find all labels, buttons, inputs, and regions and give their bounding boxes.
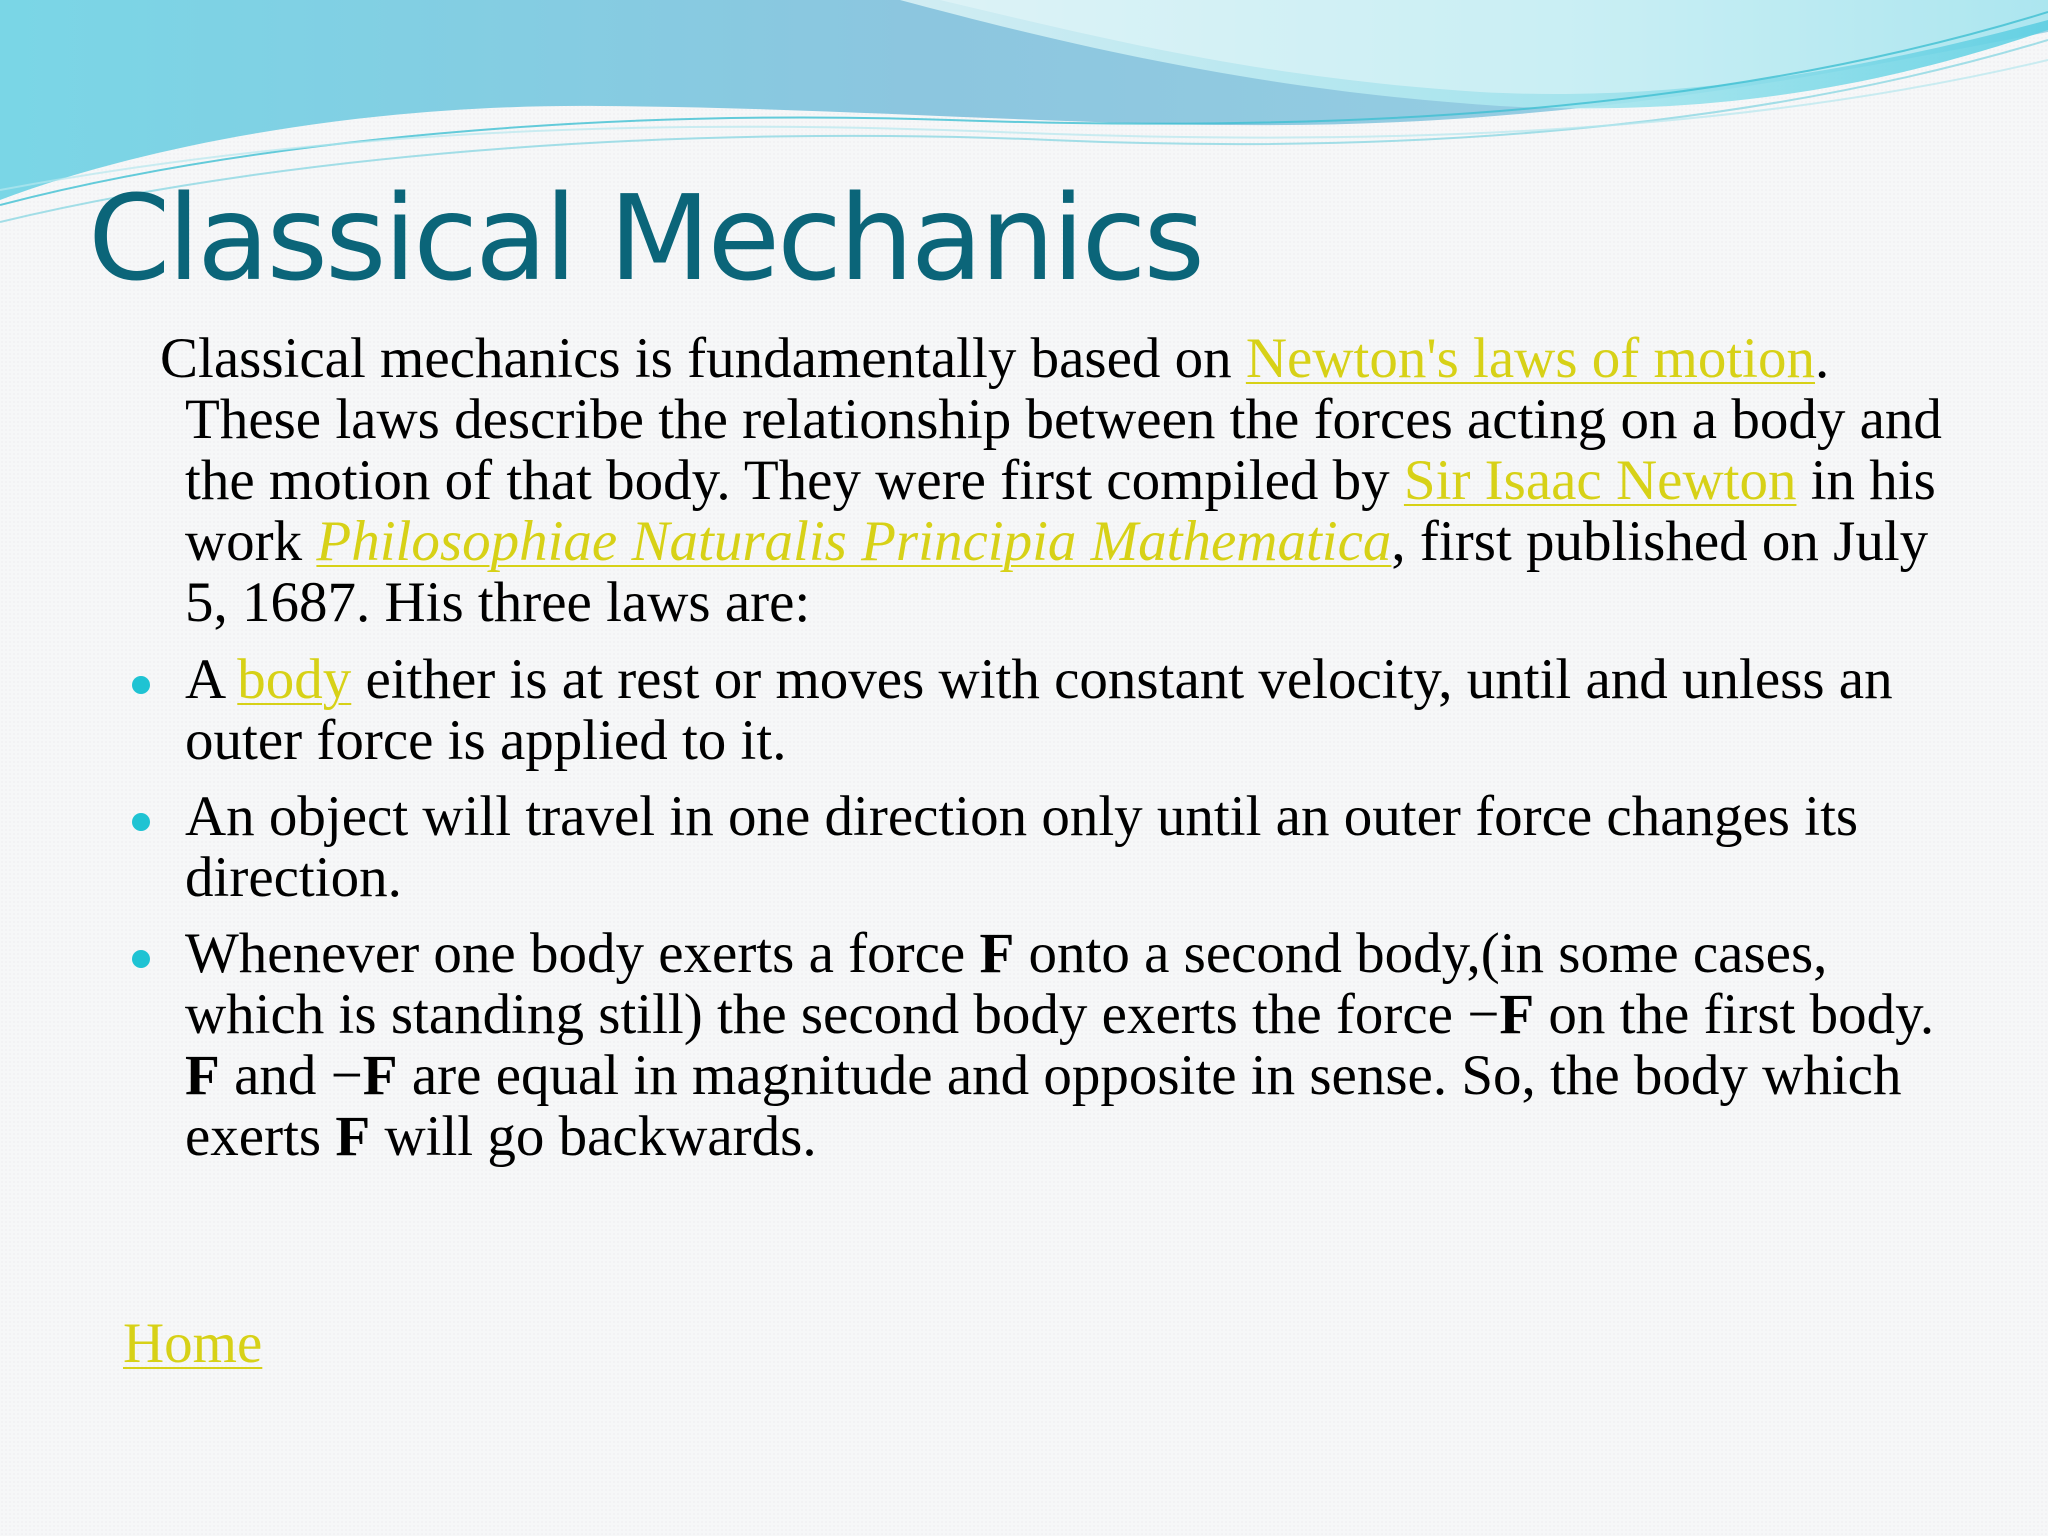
law3-text-3: on the first body.	[1534, 983, 1935, 1046]
law3-text-4: and −	[219, 1044, 363, 1107]
newtons-laws-link[interactable]: Newton's laws of motion	[1245, 327, 1816, 390]
intro-text-2: . These laws describe the relationship between the forces acting on a body and the motion of that body. They were first compiled by	[185, 327, 1942, 512]
list-item	[185, 923, 1968, 1167]
bullet-dot-icon	[132, 813, 150, 831]
isaac-newton-link[interactable]: Sir Isaac Newton	[1403, 449, 1797, 512]
law3-text-5: are equal in magnitude and opposite in sense. So, the body which exerts	[185, 1044, 1902, 1168]
principia-link[interactable]: Philosophiae Naturalis Principia Mathematica	[316, 510, 1392, 573]
slide-title: Classical Mechanics	[88, 169, 1203, 307]
list-item	[185, 649, 1968, 771]
bullet-dot-icon	[132, 676, 150, 694]
intro-text-3: in his work	[185, 449, 1936, 573]
home-link[interactable]: Home	[123, 1312, 263, 1375]
law2-text: An object will travel in one direction only until an outer force changes its direction.	[185, 785, 1859, 909]
intro-text-1: Classical mechanics is fundamentally based on	[160, 327, 1246, 390]
law1-text-2: either is at rest or moves with constant velocity, until and unless an outer force is applied to it.	[185, 648, 1893, 772]
force-symbol: F	[1499, 983, 1535, 1046]
law3-text-2: onto a second body,(in some cases, which is standing still) the second body exerts the force −	[185, 922, 1828, 1046]
force-symbol: F	[979, 922, 1015, 985]
list-item	[185, 786, 1968, 908]
force-symbol: F	[362, 1044, 398, 1107]
slide-body	[0, 328, 2048, 1167]
law3-text-6: will go backwards.	[370, 1105, 817, 1168]
force-symbol: F	[185, 1044, 220, 1107]
force-symbol: F	[335, 1105, 371, 1168]
laws-list	[0, 649, 2048, 1167]
intro-text-4: , first published on July 5, 1687. His three laws are:	[185, 510, 1929, 634]
bullet-dot-icon	[132, 950, 150, 968]
law3-text-1: Whenever one body exerts a force	[185, 922, 980, 985]
body-link[interactable]: body	[237, 648, 352, 711]
intro-paragraph	[160, 327, 1968, 634]
law1-text-1: A	[185, 648, 238, 711]
